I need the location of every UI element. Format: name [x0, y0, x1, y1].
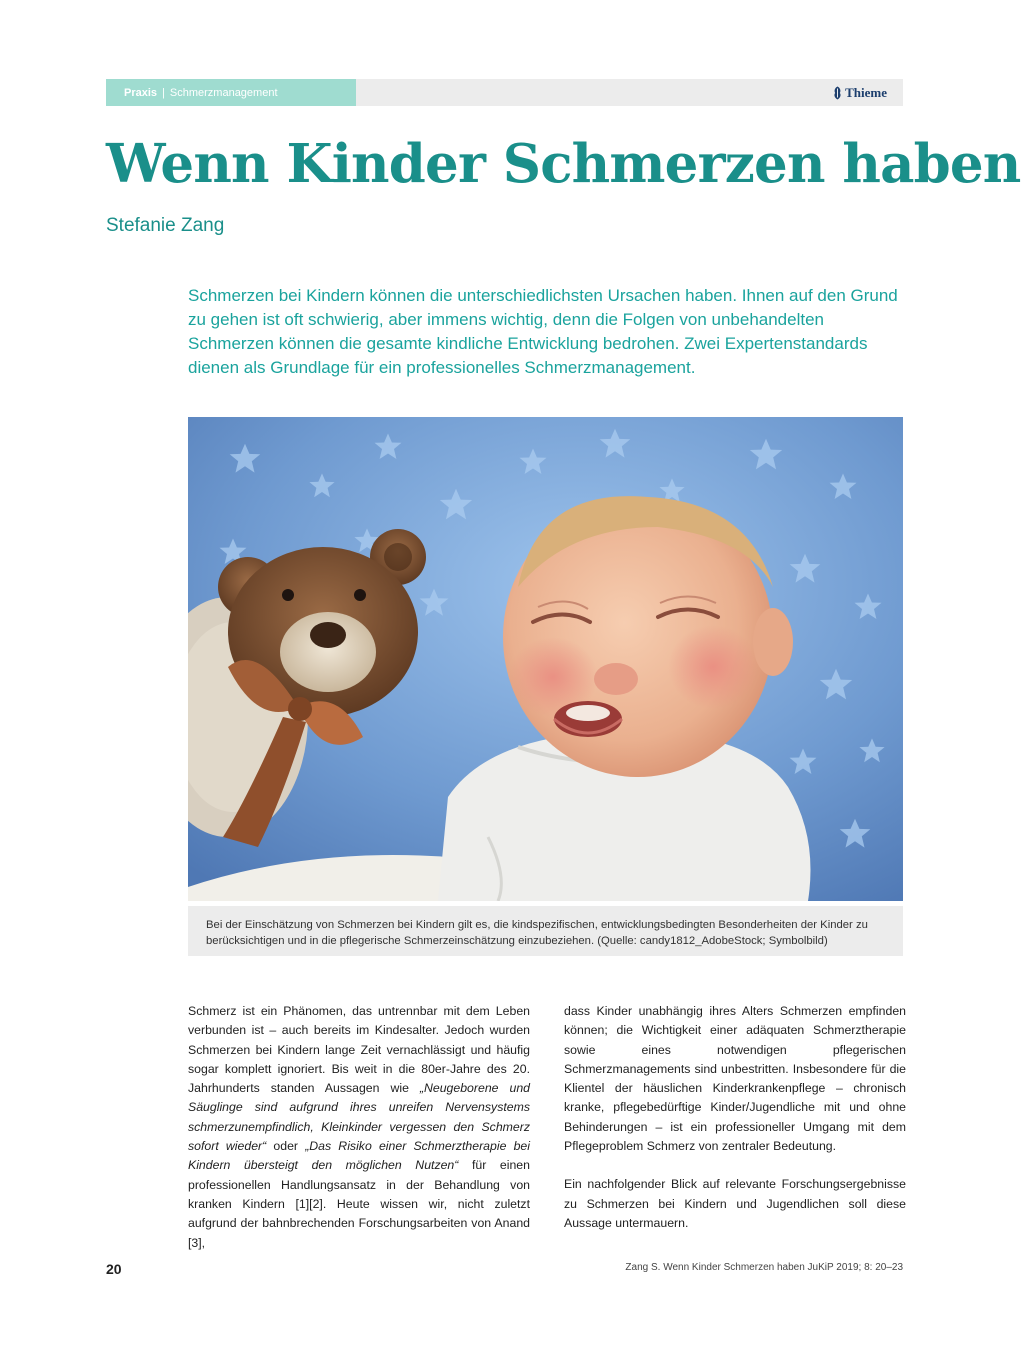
quote-text: „Das Risiko einer Schmerztherapie bei Kindern übersteigt den möglichen Nutzen“ — [188, 1139, 530, 1173]
article-abstract: Schmerzen bei Kindern können die unterschiedlichsten Ursachen haben. Ihnen auf den Grund zu gehen ist oft schwierig, aber immens wichtig, denn die Folgen von unbehandelten Schmerzen können die gesamte kindliche Entwicklung bedrohen. Zwei Expertenstandards dienen als Grundlage für ein professionelles Schmerzmanagement. — [188, 286, 898, 377]
body-text: oder — [266, 1139, 306, 1154]
section-topic: Schmerzmanagement — [169, 86, 278, 99]
article-photo — [188, 417, 903, 901]
running-header — [106, 79, 903, 106]
section-label — [106, 79, 356, 106]
thieme-logo-icon — [833, 86, 842, 100]
crying-baby-illustration — [188, 417, 903, 901]
section-name: Praxis — [124, 86, 158, 99]
body-paragraph — [188, 1002, 530, 1253]
body-paragraph: dass Kinder unabhängig ihres Alters Schmerzen empfinden können; die Wichtigkeit einer adäquaten Schmerztherapie sowie eines notwendigen pflegerischen Schmerzmanagements sind unbestritten. Insbesondere für die Klientel der häuslichen Kinderkrankenpflege – chronisch kranke, pflegebedürftige Kinder/Jugendliche mit und ohne Behinderungen – ist ein professioneller Umgang mit dem Pflegeproblem Schmerz von zentraler Bedeutung. — [564, 1004, 906, 1154]
body-column-left — [188, 1002, 530, 1253]
section-separator: | — [162, 86, 165, 99]
body-column-right — [564, 1002, 906, 1233]
publisher-logo — [833, 79, 887, 106]
publisher-name: Thieme — [845, 84, 887, 100]
citation-footer: Zang S. Wenn Kinder Schmerzen haben JuKiP 2019; 8: 20–23 — [625, 1262, 903, 1273]
page-number: 20 — [106, 1261, 122, 1277]
body-text: Schmerz ist ein Phänomen, das untrennbar mit dem Leben verbunden ist – auch bereits im Kindesalter. Jedoch wurden Schmerzen bei Kindern lange Zeit vernachlässigt und häufig sogar komplett ignoriert. Bis weit in die 80er-Jahre des 20. Jahrhunderts standen Aussagen wie — [188, 1004, 530, 1096]
body-paragraph: Ein nachfolgender Blick auf relevante Forschungsergebnisse zu Schmerzen bei Kindern und Jugendlichen soll diese Aussage untermauern. — [564, 1177, 906, 1230]
figure-caption: Bei der Einschätzung von Schmerzen bei Kindern gilt es, die kindspezifischen, entwicklungsbedingten Besonderheiten der Kinder zu berücksichtigen und in die pflegerische Schmerzeinschätzung einzubeziehen. (Quelle: candy1812_AdobeStock; Symbolbild) — [188, 906, 903, 956]
article-title: Wenn Kinder Schmerzen haben — [106, 133, 1021, 195]
body-text: für einen professionellen Handlungsansatz in der Behandlung von kranken Kindern [1][2]. Heute wissen wir, nicht zuletzt aufgrund der bahnbrechenden Forschungsarbeiten von Anand [3], — [188, 1158, 530, 1250]
article-author: Stefanie Zang — [106, 215, 225, 236]
quote-text: „Neugeborene und Säuglinge sind aufgrund ihres unreifen Nervensystems schmerzunempfindlich, Kleinkinder vergessen den Schmerz sofort wieder“ — [188, 1081, 530, 1154]
